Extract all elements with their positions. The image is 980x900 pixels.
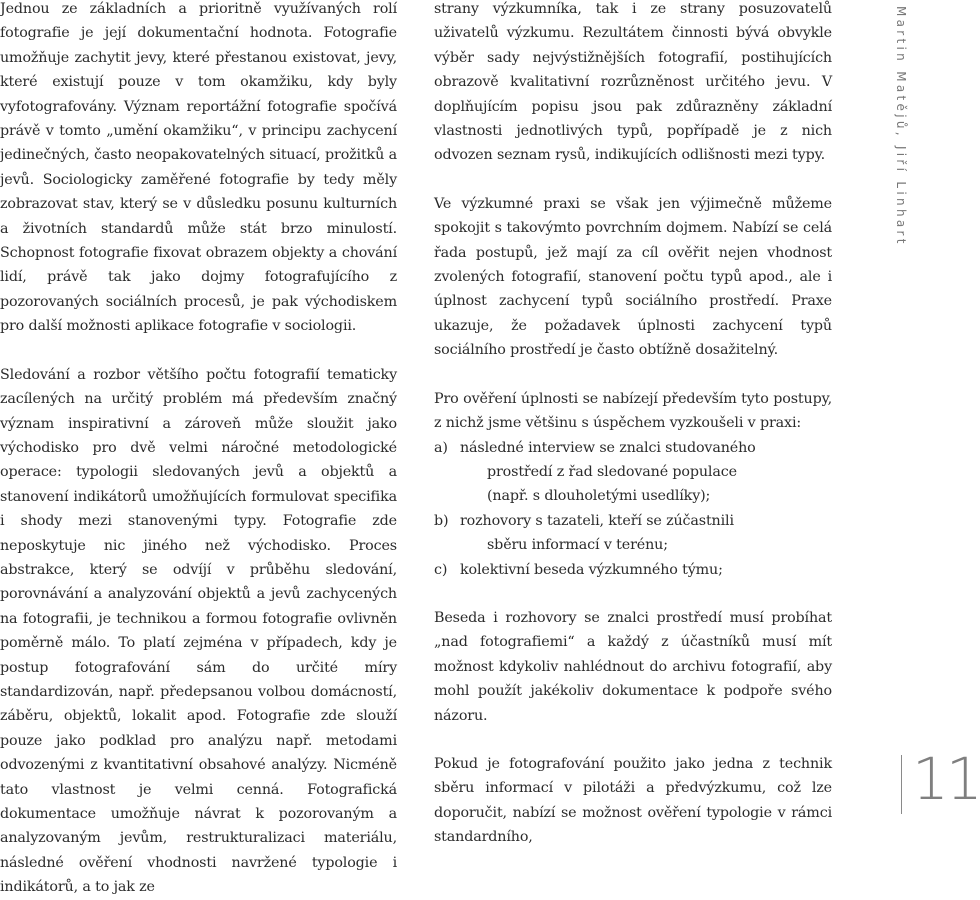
paragraph: Jednou ze základních a prioritně využívaných rolí fotografie je její dokumentační hodnota. Fotografie umožňuje zachytit jevy, které přestanou existovat, jevy, které existují pouze v tom okamžiku, kdy byly vyfotografovány. Význam reportážní fotografie spočívá právě v tomto „umění okamžiku“, v principu zachycení jedinečných, často neopakovatelných situací, prožitků a jevů. Sociologicky zaměřené fotografie by tedy měly zobrazovat stav, který se v důsledku posunu kulturních a životních standardů může stát brzo minulostí. Schopnost fotografie fixovat obrazem objekty a chování lidí, právě tak jako dojmy fotografujícího z pozorovaných sociálních procesů, je pak východiskem pro další možnosti aplikace fotografie v sociologii. [0,1,397,335]
paragraph: Pro ověření úplnosti se nabízejí především tyto postupy, z nichž jsme většinu s úspěchem vyzkoušeli v praxi: [434,390,832,432]
author-sidebar: Martin Matějů, Jiří Linhart [894,6,908,247]
list-item-line: následné interview se znalci studovaného [460,439,756,456]
list-item [434,509,832,558]
page-number: 11 [912,745,980,813]
list-item-line: rozhovory s tazateli, kteří se zúčastnili [460,512,734,529]
list-marker: a) [434,439,448,456]
paragraph: Ve výzkumné praxi se však jen výjimečně můžeme spokojit s takovýmto povrchním dojmem. Nabízí se celá řada postupů, jež mají za cíl ověřit nejen vhodnost zvolených fotografií, stanovení počtu typů apod., ale i úplnost zachycení typů sociálního prostředí. Praxe ukazuje, že požadavek úplnosti zachycení typů sociálního prostředí je často obtížně dosažitelný. [434,195,832,359]
list-item-line: (např. s dlouholetými usedlíky); [487,488,711,505]
left-column [0,0,397,900]
list-item [434,436,832,509]
page-number-rule [901,755,902,814]
paragraph: strany výzkumníka, tak i ze strany posuzovatelů uživatelů výzkumu. Rezultátem činnosti bývá obvykle výběr sady nejvýstižnějších fotografií, postihujících obrazově kvalitativní rozrůzněnost určitého jevu. V doplňujícím popisu jsou pak zdůrazněny základní vlastnosti jednotlivých typů, popřípadě je z nich odvozen seznam rysů, indikujících odlišnosti mezi typy. [434,1,832,164]
list-marker: b) [434,512,449,529]
list-item-line: kolektivní beseda výzkumného týmu; [460,561,723,578]
list-item-line: prostředí z řad sledované populace [487,463,737,480]
right-column [434,0,832,850]
paragraph: Sledování a rozbor většího počtu fotografií tematicky zacílených na určitý problém má především značný význam inspirativní a zároveň může sloužit jako východisko pro dvě velmi náročné metodologické operace: typologii sledovaných jevů a objektů a stanovení indikátorů umožňujících formulovat specifika i shody mezi stanovenými typy. Fotografie zde neposkytuje nic jiného než východisko. Proces abstrakce, který se odvíjí v průběhu sledování, porovnávání a analyzování objektů a jevů zachycených na fotografii, je technikou a formou fotografie ovlivněn poměrně málo. To platí zejména v případech, kdy je postup fotografování sám do určité míry standardizován, např. předepsanou volbou domácností, záběru, objektů, lokalit apod. Fotografie zde slouží pouze jako podklad pro analýzu např. metodami odvozenými z kvantitativní obsahové analýzy. Nicméně tato vlastnost je velmi cenná. Fotografická dokumentace umožňuje návrat k pozorovaným a analyzovaným jevům, restrukturalizaci materiálu, následné ověření vhodnosti navržené typologie i indikátorů, a to jak ze [0,366,397,896]
list-item-line: sběru informací v terénu; [487,537,668,554]
paragraph: Pokud je fotografování použito jako jedna z technik sběru informací v pilotáži a předvýzkumu, což lze doporučit, nabízí se možnost ověření typologie v rámci standardního, [434,755,832,846]
paragraph: Beseda i rozhovory se znalci prostředí musí probíhat „nad fotografiemi“ a každý z účastníků musí mít možnost kdykoliv nahlédnout do archivu fotografií, aby mohl použít jakékoliv dokumentace k podpoře svého názoru. [434,609,832,724]
method-list [434,436,832,582]
list-item [434,558,832,582]
list-marker: c) [434,561,448,578]
